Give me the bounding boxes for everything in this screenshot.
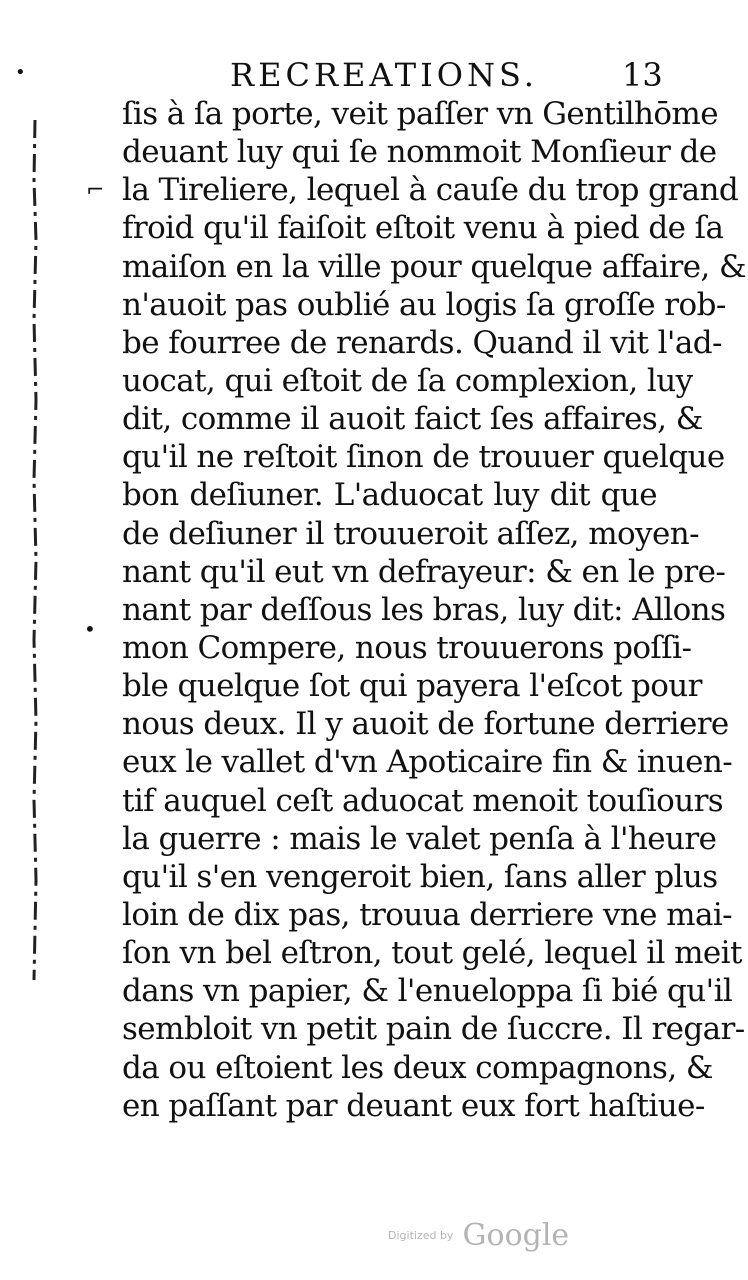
- text-line: sembloit vn petit pain de ſuccre. Il regar-: [122, 1011, 745, 1048]
- stray-margin-mark: ⌐: [86, 178, 105, 203]
- text-line: nant par deſſous les bras, luy dit: Allons: [122, 591, 726, 628]
- text-line: de deſiuner il trouueroit aſſez, moyen-: [122, 515, 699, 552]
- text-line: nant qu'il eut vn defrayeur: & en le pre-: [122, 553, 726, 590]
- text-line: bon deſiuner. L'aduocat luy dit que: [122, 477, 657, 514]
- text-line: maiſon en la ville pour quelque affaire, &: [122, 248, 746, 285]
- margin-bullet: •: [84, 617, 96, 641]
- text-line: deuant luy qui ſe nommoit Monſieur de: [122, 134, 717, 171]
- text-line: be fourree de renards. Quand il vit l'ad-: [122, 324, 722, 361]
- page-number: 13: [622, 56, 663, 94]
- watermark-brand: Google: [462, 1218, 570, 1253]
- text-line: da ou eſtoient les deux compagnons, &: [122, 1049, 713, 1086]
- text-line: n'auoit pas oublié au logis ſa groſſe rob-: [122, 286, 726, 323]
- text-line: nous deux. Il y auoit de fortune derriere: [122, 706, 729, 743]
- stray-ink-mark: •: [15, 62, 26, 83]
- text-line: tif auquel ceſt aduocat menoit touſiours: [122, 782, 724, 819]
- text-line: ble quelque ſot qui payera l'eſcot pour: [122, 668, 702, 705]
- text-line: ſon vn bel eſtron, tout gelé, lequel il meit: [122, 935, 742, 972]
- running-title: RECREATIONS.: [230, 56, 538, 94]
- watermark-prefix: Digitized by: [388, 1229, 454, 1242]
- text-line: en paſſant par deuant eux fort haſtiue-: [122, 1087, 705, 1124]
- body-text: [122, 95, 746, 1125]
- text-line: qu'il s'en vengeroit bien, ſans aller plus: [122, 858, 718, 895]
- text-line: dit, comme il auoit faict ſes affaires, &: [122, 401, 703, 438]
- text-line: ſis à ſa porte, veit paſſer vn Gentilhōme: [122, 96, 718, 132]
- text-line: loin de dix pas, trouua derriere vne mai-: [122, 896, 733, 933]
- text-line: qu'il ne reſtoit ſinon de trouuer quelque: [122, 439, 725, 476]
- text-line: froid qu'il faiſoit eſtoit venu à pied de ſa: [122, 210, 724, 247]
- text-line: eux le vallet d'vn Apoticaire fin & inuen-: [122, 744, 733, 781]
- margin-ink-rule: [28, 120, 42, 980]
- text-line: dans vn papier, & l'enueloppa ſi bié qu'il: [122, 973, 733, 1010]
- text-line: la Tireliere, lequel à cauſe du trop grand: [122, 172, 739, 209]
- text-line: la guerre : mais le valet penſa à l'heure: [122, 820, 717, 857]
- digitized-watermark: [388, 1218, 569, 1253]
- text-line: mon Compere, nous trouuerons poſſi-: [122, 629, 692, 666]
- text-line: uocat, qui eſtoit de ſa complexion, luy: [122, 362, 693, 399]
